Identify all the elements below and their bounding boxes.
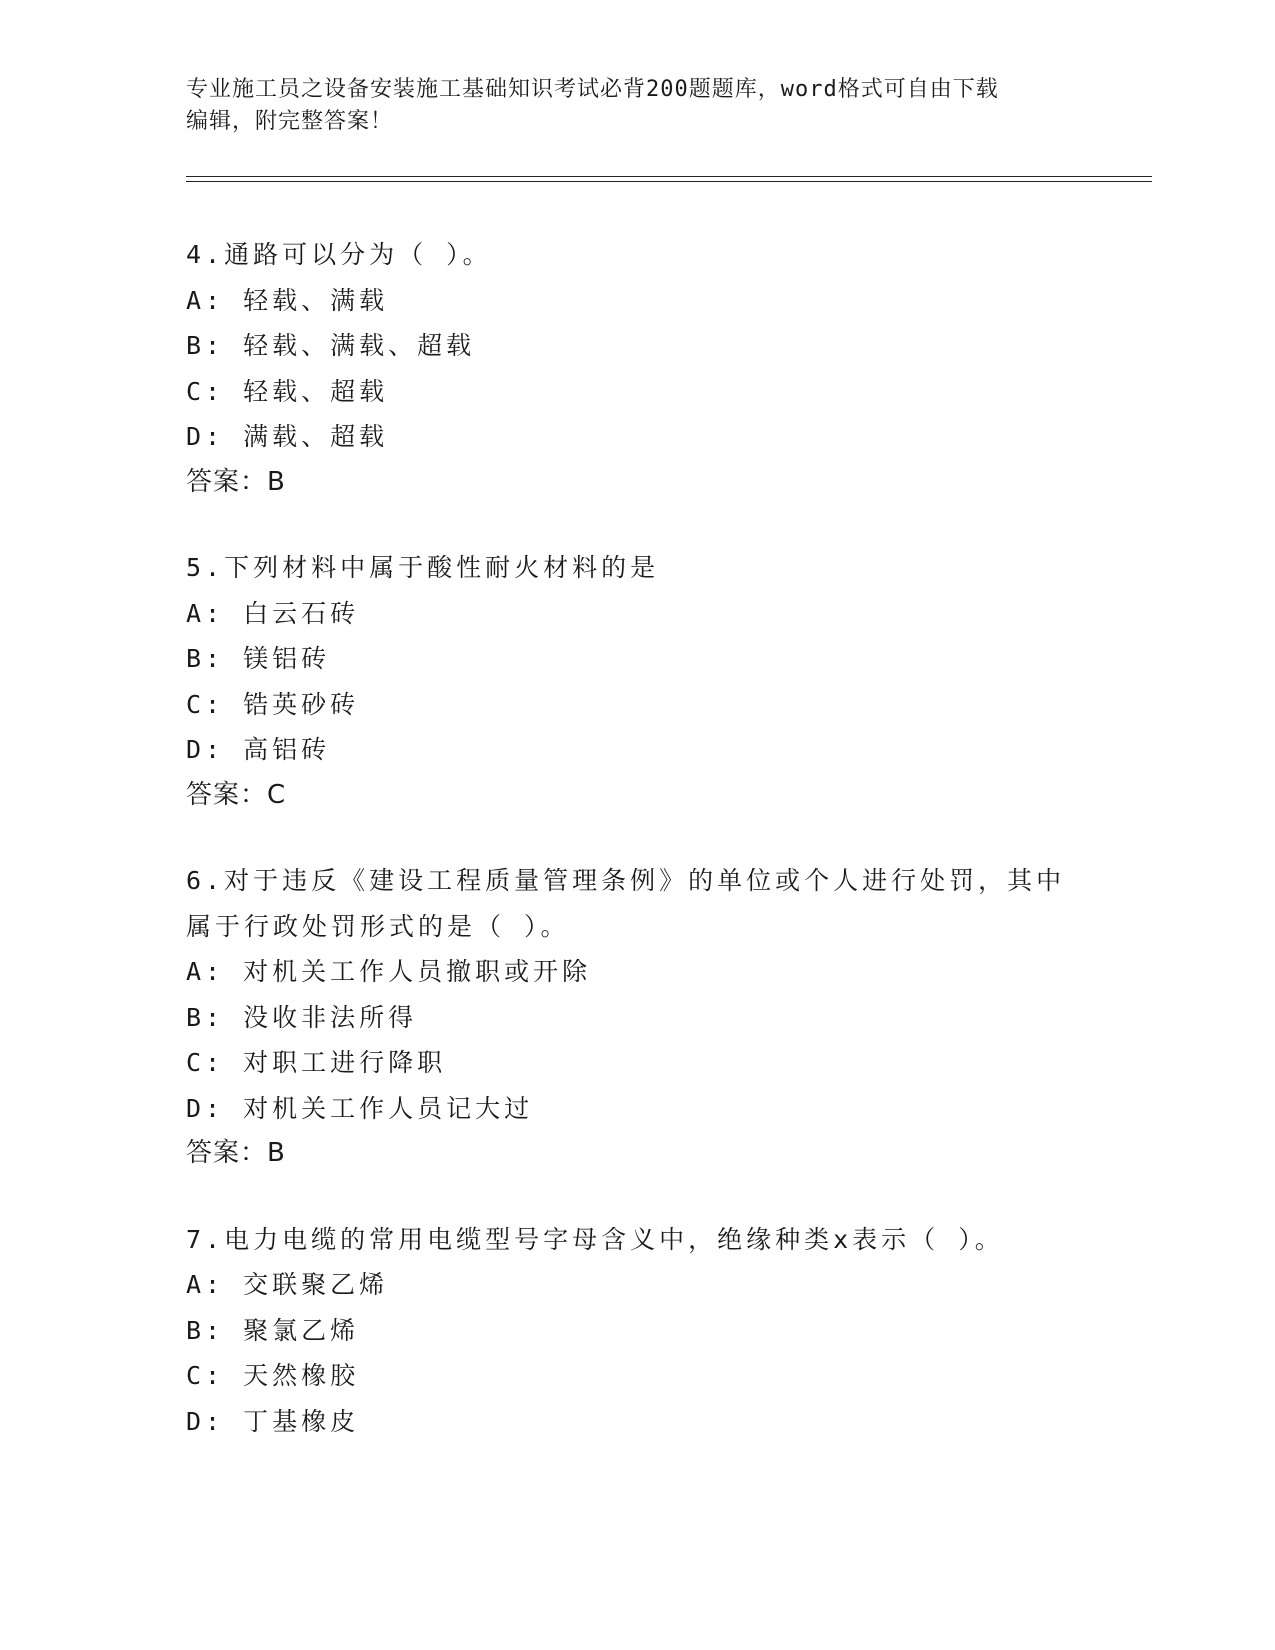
- option-c: C: 对职工进行降职: [186, 1048, 447, 1077]
- option-b: B: 聚氯乙烯: [186, 1315, 360, 1345]
- question-stem: 4.通路可以分为（ ）。: [186, 240, 492, 269]
- option-b: B: 镁铝砖: [186, 644, 331, 673]
- option-a: A: 对机关工作人员撤职或开除: [186, 957, 592, 986]
- question-stem-line-2: 属于行政处罚形式的是（ ）。: [186, 911, 570, 941]
- option-a: A: 轻载、满载: [186, 285, 389, 315]
- option-c: C: 天然橡胶: [186, 1361, 360, 1390]
- question-6: [186, 858, 1086, 1177]
- answer-label: 答案：C: [186, 779, 287, 810]
- question-5: [186, 545, 1086, 818]
- option-c: C: 锆英砂砖: [186, 689, 360, 719]
- header-line-1: 专业施工员之设备安装施工基础知识考试必背200题题库，word格式可自由下载: [186, 77, 999, 102]
- question-stem: 5.下列材料中属于酸性耐火材料的是: [186, 553, 660, 582]
- option-a: A: 交联聚乙烯: [186, 1270, 389, 1299]
- question-stem: 7.电力电缆的常用电缆型号字母含义中，绝缘种类x表示（ ）。: [186, 1224, 1004, 1254]
- answer-label: 答案：B: [186, 1138, 286, 1168]
- document-header: [186, 74, 1086, 138]
- option-c: C: 轻载、超载: [186, 376, 389, 406]
- answer-label: 答案：B: [186, 466, 286, 497]
- option-d: D: 满载、超载: [186, 422, 389, 451]
- option-d: D: 对机关工作人员记大过: [186, 1093, 534, 1123]
- question-list: [186, 232, 1086, 1484]
- header-divider-top: [186, 176, 1152, 177]
- header-line-2: 编辑，附完整答案！: [186, 109, 394, 134]
- question-4: [186, 232, 1086, 505]
- question-stem-line-1: 6.对于违反《建设工程质量管理条例》的单位或个人进行处罚，其中: [186, 866, 1066, 895]
- option-b: B: 没收非法所得: [186, 1002, 418, 1032]
- option-d: D: 丁基橡皮: [186, 1406, 360, 1436]
- option-a: A: 白云石砖: [186, 598, 360, 628]
- option-d: D: 高铝砖: [186, 735, 331, 764]
- option-b: B: 轻载、满载、超载: [186, 331, 476, 360]
- question-7: [186, 1217, 1086, 1445]
- header-divider-bottom: [186, 181, 1152, 182]
